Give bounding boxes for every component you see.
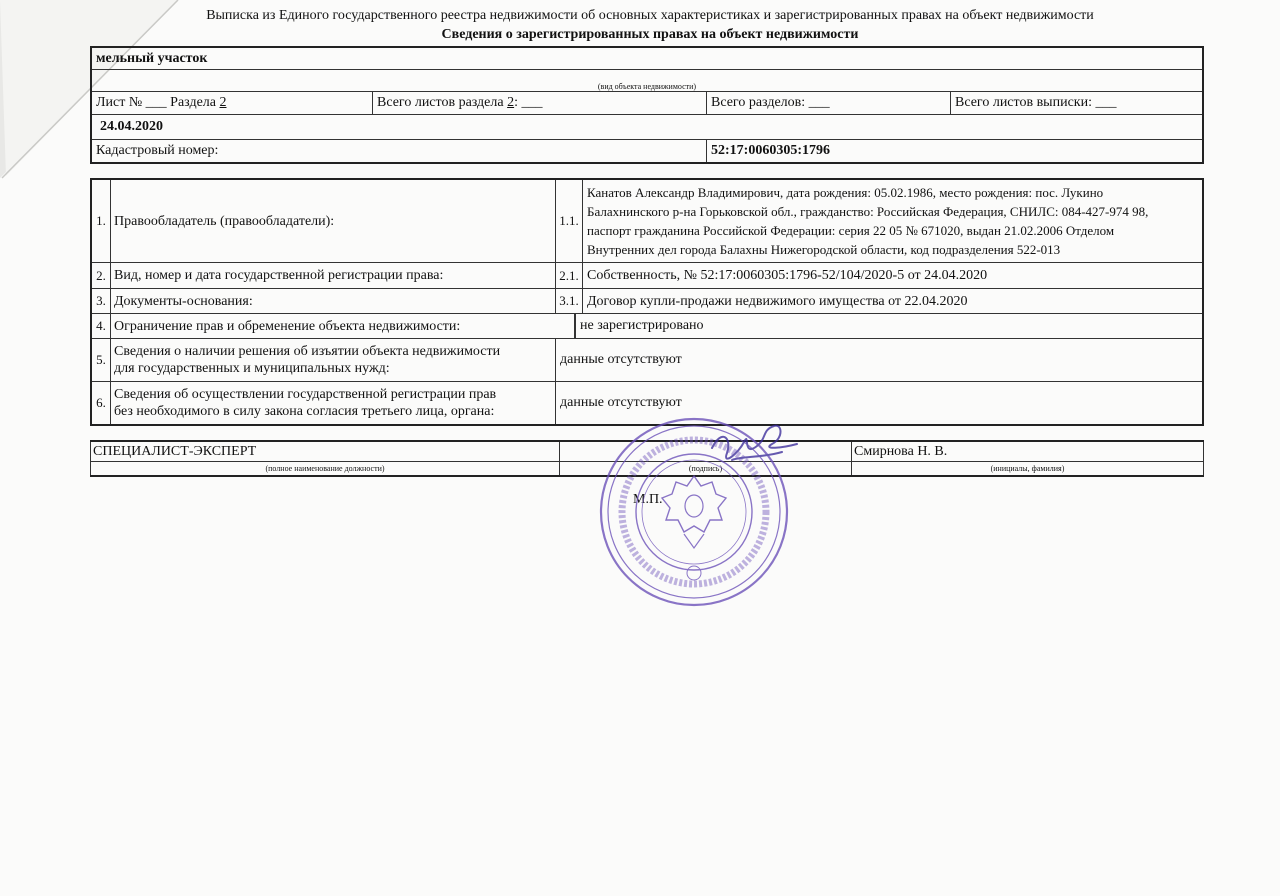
sheets-in-section-label: Всего листов раздела: [377, 95, 504, 110]
position-caption: (полное наименование должности): [90, 462, 560, 475]
holder-line: Внутренних дел города Балахны Нижегородской области, код подразделения 522-013: [587, 242, 1061, 257]
sheets-in-section-number: 2: [507, 95, 515, 110]
doc-header-subtitle: Сведения о зарегистрированных правах на объект недвижимости: [441, 27, 859, 42]
consent-value: данные отсутствуют: [560, 395, 682, 410]
section-number: 2: [219, 95, 227, 110]
row-label: [111, 339, 556, 381]
sheets-in-section: [372, 92, 706, 114]
object-type-row: [92, 48, 1202, 70]
official-seal-stamp: [592, 408, 802, 608]
cadastral-label: Кадастровый номер:: [96, 143, 219, 158]
row-label: Ограничение прав и обременение объекта недвижимости:: [111, 314, 575, 338]
row-label: Правообладатель (правообладатели):: [111, 180, 556, 262]
rights-table: [90, 178, 1204, 426]
row-label: [111, 382, 556, 424]
object-type-caption: (вид объекта недвижимости): [597, 82, 697, 91]
row-number: 6.: [92, 382, 111, 424]
cadastral-row: [92, 140, 1202, 162]
row-sub-number: 1.1.: [556, 180, 583, 262]
row-label: Вид, номер и дата государственной регистрации права:: [111, 263, 556, 288]
object-type: мельный участок: [96, 50, 208, 66]
row-label-line: Сведения об осуществлении государственной регистрации прав: [114, 387, 497, 402]
rights-row-2: [92, 263, 1202, 289]
cadastral-number: 52:17:0060305:1796: [706, 140, 1202, 162]
registration-value: Собственность, № 52:17:0060305:1796-52/104/2020-5 от 24.04.2020: [587, 268, 988, 283]
holder-line: паспорт гражданина Российской Федерации: серия 22 05 № 671020, выдан 21.02.2006 Отделом: [587, 223, 1115, 238]
row-label-line: для государственных и муниципальных нужд:: [114, 361, 390, 376]
name-caption: (инициалы, фамилия): [852, 462, 1204, 475]
rights-row-3: [92, 289, 1202, 314]
row-sub-number: 2.1.: [556, 263, 583, 288]
date-row: [92, 115, 1202, 140]
specialist-name: Смирнова Н. В.: [852, 442, 1204, 461]
sheet-number: [92, 92, 372, 114]
row-label-line: Сведения о наличии решения об изъятии объекта недвижимости: [114, 344, 501, 359]
row-number: 1.: [92, 180, 111, 262]
signature-caption: (подпись): [560, 462, 852, 475]
stamp-place-mark: М.П.: [633, 492, 663, 507]
sheet-info-row: [92, 92, 1202, 115]
row-number: 4.: [92, 314, 111, 338]
total-sheets: Всего листов выписки: ___: [950, 92, 1202, 114]
holder-line: Канатов Александр Владимирович, дата рождения: 05.02.1986, место рождения: пос. Лукино: [587, 185, 1104, 200]
extract-date: 24.04.2020: [100, 119, 163, 134]
doc-header-title: Выписка из Единого государственного реестра недвижимости об основных характеристиках и зарегистрированных правах на объект недвижимости: [206, 8, 1094, 23]
row-number: 2.: [92, 263, 111, 288]
right-holder-info: [583, 180, 1202, 262]
total-sections: Всего разделов: ___: [706, 92, 950, 114]
rights-row-5: [92, 339, 1202, 382]
encumbrance-value: не зарегистрировано: [575, 314, 1202, 338]
basis-document-value: Договор купли-продажи недвижимого имущества от 22.04.2020: [587, 293, 968, 309]
sheet-label: Лист № ___ Раздела: [96, 95, 216, 110]
rights-row-1: [92, 180, 1202, 263]
seizure-value: данные отсутствуют: [560, 352, 682, 367]
object-info-table: [90, 46, 1204, 164]
row-label: Документы-основания:: [111, 289, 556, 313]
rights-row-4: [92, 314, 1202, 339]
row-number: 3.: [92, 289, 111, 313]
row-number: 5.: [92, 339, 111, 381]
specialist-position: СПЕЦИАЛИСТ-ЭКСПЕРТ: [90, 442, 560, 461]
holder-line: Балахнинского р-на Горьковской обл., гражданство: Российская Федерация, СНИЛС: 084-427-974 98,: [587, 204, 1149, 219]
row-sub-number: 3.1.: [556, 289, 583, 313]
sheets-in-section-tail: : ___: [514, 95, 543, 110]
object-type-caption-row: [92, 70, 1202, 92]
row-label-line: без необходимого в силу закона согласия третьего лица, органа:: [114, 404, 495, 419]
